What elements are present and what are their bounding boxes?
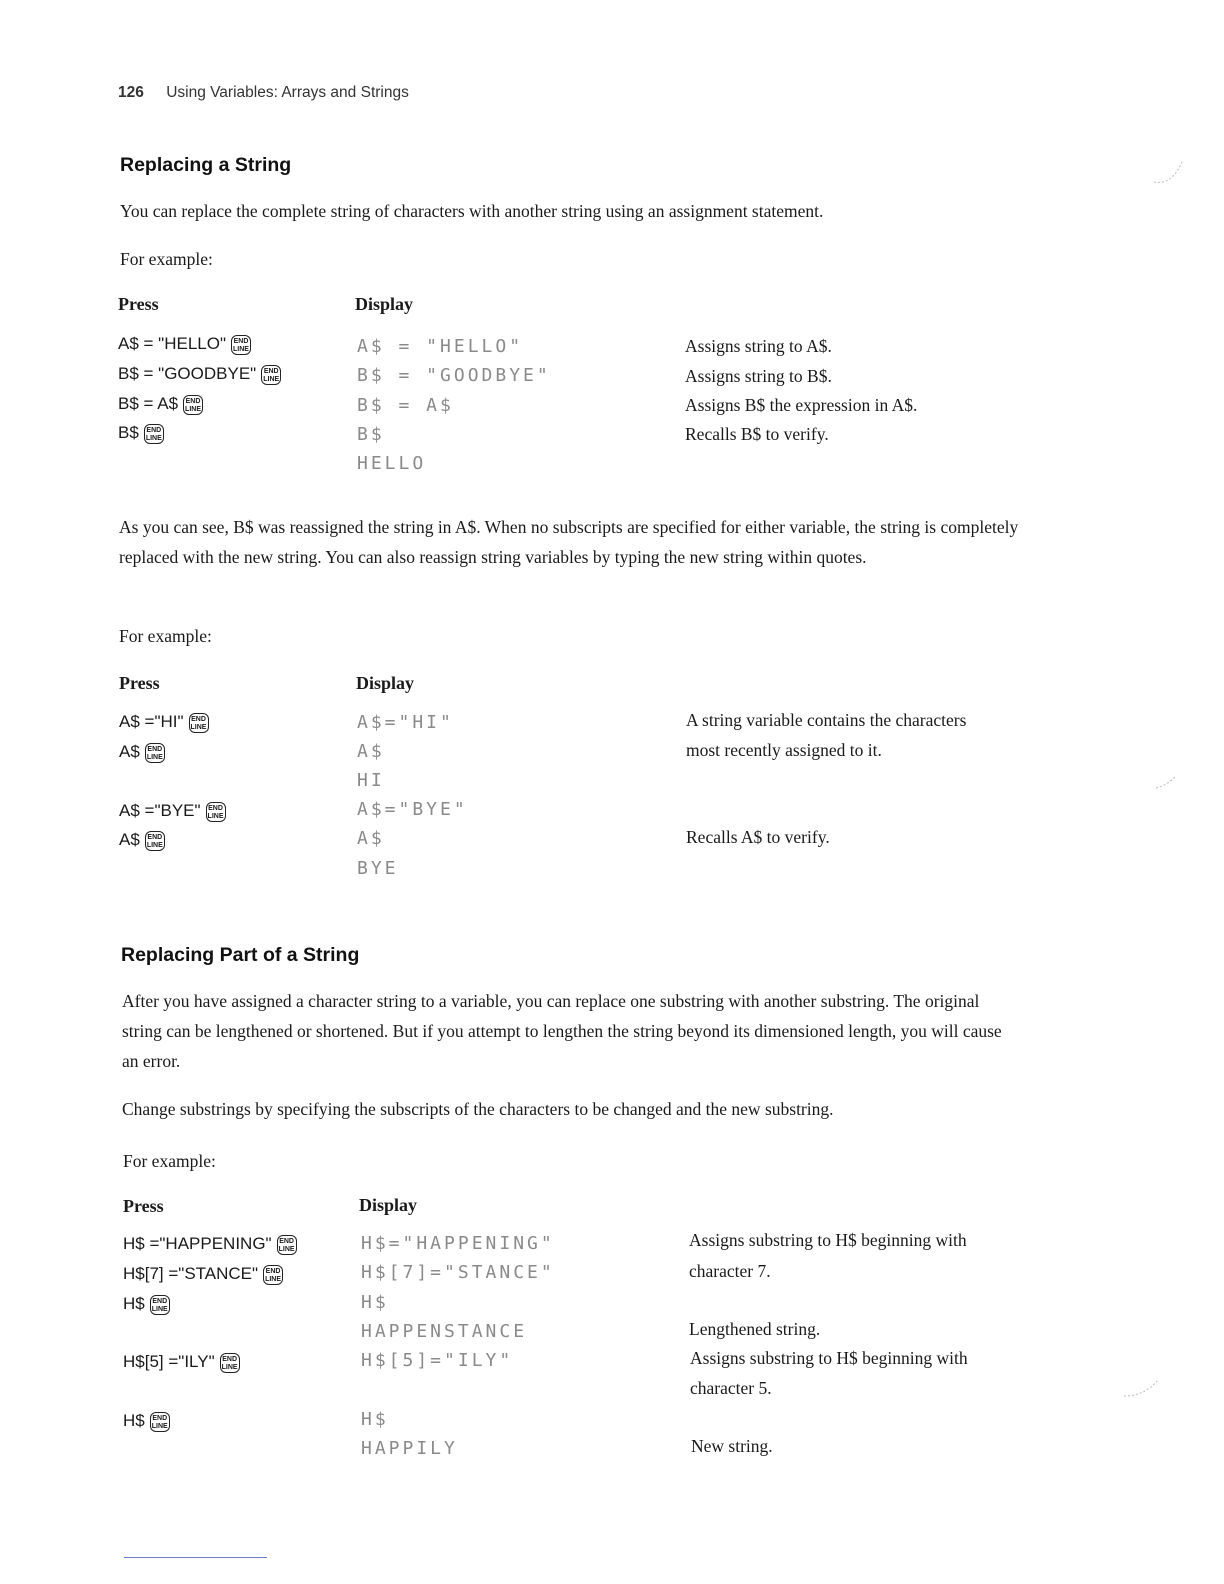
end-line-key-icon: END LINE (206, 802, 226, 822)
display-column-header: Display (356, 673, 415, 693)
end-line-key-icon: END LINE (277, 1235, 297, 1255)
lcd-display-line: HI (357, 770, 385, 791)
end-line-key-icon: END LINE (183, 395, 203, 415)
section2-paragraph-2: Change substrings by specifying the subscripts of the characters to be changed and the new substring. (122, 1099, 834, 1119)
row-note: Recalls A$ to verify. (686, 827, 830, 847)
page-number: 126 (118, 84, 144, 101)
press-keystroke: B$ = "GOODBYE" END LINE (118, 364, 281, 385)
row-note: Assigns substring to H$ beginning with (689, 1230, 967, 1250)
press-keystroke: A$ ="BYE" END LINE (119, 801, 226, 822)
press-keystroke: B$ = A$ END LINE (118, 394, 203, 415)
lcd-display-line: HAPPILY (361, 1438, 458, 1459)
footer-rule (124, 1557, 267, 1558)
lcd-display-line: A$ (357, 828, 385, 849)
scan-mark-icon (1150, 158, 1190, 188)
row-note: character 7. (689, 1261, 771, 1281)
section-heading-replacing-string: Replacing a String (120, 154, 292, 176)
display-column-header: Display (359, 1195, 418, 1215)
end-line-key-icon: END LINE (145, 831, 165, 851)
press-keystroke: B$ END LINE (118, 423, 164, 444)
press-keystroke: A$ END LINE (119, 742, 165, 763)
lcd-display-line: H$="HAPPENING" (361, 1233, 555, 1254)
row-note: most recently assigned to it. (686, 740, 882, 760)
row-note: Assigns string to B$. (685, 366, 832, 386)
row-note: Recalls B$ to verify. (685, 424, 829, 444)
end-line-key-icon: END LINE (189, 713, 209, 733)
lcd-display-line: A$ = "HELLO" (357, 336, 524, 357)
press-column-header: Press (123, 1196, 164, 1216)
lcd-display-line: A$="HI" (357, 712, 454, 733)
lcd-display-line: A$ (357, 741, 385, 762)
lcd-display-line: HELLO (357, 453, 427, 474)
row-note: A string variable contains the characters (686, 710, 967, 730)
row-note: Lengthened string. (689, 1319, 821, 1339)
lcd-display-line: H$[5]="ILY" (361, 1350, 514, 1371)
press-keystroke: H$ END LINE (123, 1294, 170, 1315)
for-example-label: For example: (123, 1151, 216, 1171)
lcd-display-line: B$ = "GOODBYE" (357, 365, 551, 386)
intro-paragraph: You can replace the complete string of characters with another string using an assignment statement. (120, 201, 824, 221)
press-keystroke: H$[5] ="ILY" END LINE (123, 1352, 240, 1373)
end-line-key-icon: END LINE (231, 335, 251, 355)
end-line-key-icon: END LINE (150, 1412, 170, 1432)
scan-mark-icon (1120, 1376, 1170, 1400)
row-note: Assigns string to A$. (685, 336, 832, 356)
press-keystroke: A$ = "HELLO" END LINE (118, 334, 251, 355)
press-keystroke: H$ ="HAPPENING" END LINE (123, 1234, 297, 1255)
chapter-title: Using Variables: Arrays and Strings (166, 84, 409, 101)
press-keystroke: A$ ="HI" END LINE (119, 712, 209, 733)
lcd-display-line: H$ (361, 1409, 389, 1430)
section2-paragraph: After you have assigned a character string to a variable, you can replace one substring with another substring. The original string can be lengthened or shortened. But if you attempt to lengthen the string beyond its dimensioned length, you will cause an error. (122, 991, 1002, 1071)
lcd-display-line: A$="BYE" (357, 799, 468, 820)
row-note: Assigns B$ the expression in A$. (685, 395, 918, 415)
end-line-key-icon: END LINE (220, 1353, 240, 1373)
end-line-key-icon: END LINE (145, 743, 165, 763)
press-keystroke: A$ END LINE (119, 830, 165, 851)
section-heading-replacing-part: Replacing Part of a String (121, 944, 360, 966)
end-line-key-icon: END LINE (150, 1295, 170, 1315)
row-note: character 5. (690, 1378, 772, 1398)
display-column-header: Display (355, 294, 414, 314)
lcd-display-line: H$[7]="STANCE" (361, 1262, 555, 1283)
press-column-header: Press (118, 294, 159, 314)
row-note: New string. (691, 1436, 773, 1456)
lcd-display-line: H$ (361, 1292, 389, 1313)
running-header (118, 84, 409, 102)
lcd-display-line: B$ (357, 424, 385, 445)
end-line-key-icon: END LINE (261, 365, 281, 385)
for-example-label: For example: (119, 626, 212, 646)
lcd-display-line: B$ = A$ (357, 395, 454, 416)
row-note: Assigns substring to H$ beginning with (690, 1348, 968, 1368)
press-keystroke: H$[7] ="STANCE" END LINE (123, 1264, 283, 1285)
for-example-label: For example: (120, 249, 213, 269)
press-column-header: Press (119, 673, 160, 693)
explanation-paragraph: As you can see, B$ was reassigned the string in A$. When no subscripts are specified for either variable, the string is completely replaced with the new string. You can also reassign string variables by typing the new string within quotes. (119, 517, 1019, 567)
end-line-key-icon: END LINE (263, 1265, 283, 1285)
lcd-display-line: BYE (357, 858, 399, 879)
scan-mark-icon (1150, 772, 1190, 792)
end-line-key-icon: END LINE (144, 424, 164, 444)
press-keystroke: H$ END LINE (123, 1411, 170, 1432)
lcd-display-line: HAPPENSTANCE (361, 1321, 528, 1342)
